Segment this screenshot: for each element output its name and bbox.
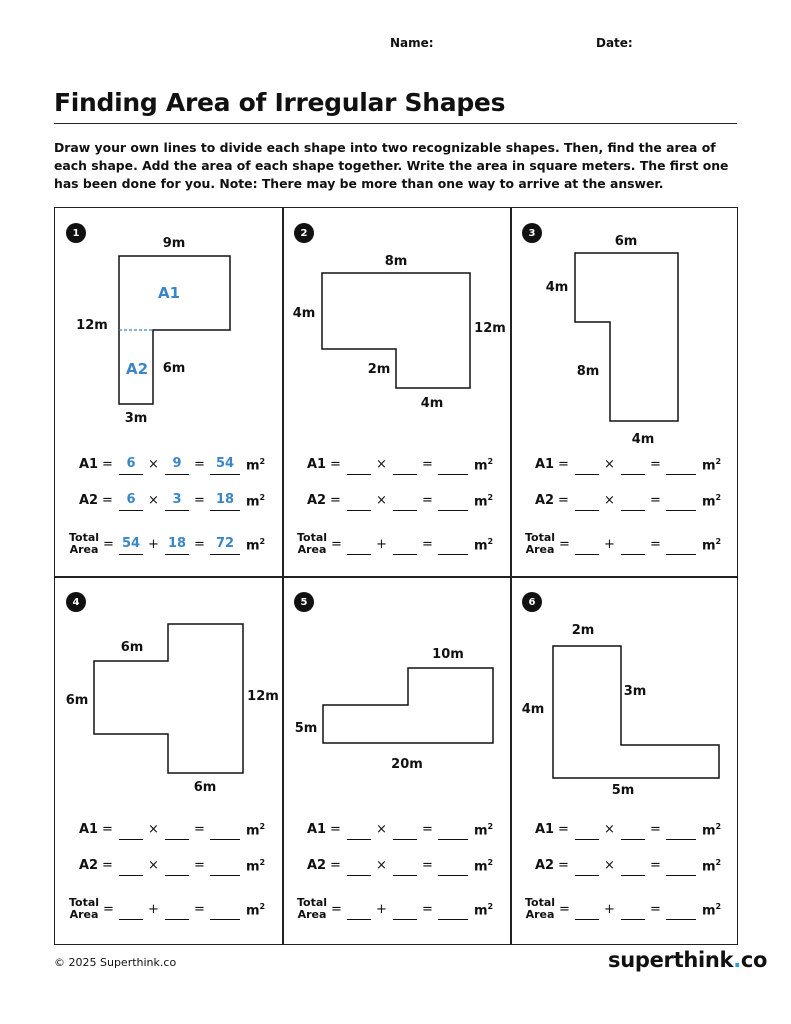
- answer-blank[interactable]: [119, 899, 143, 920]
- answer-blank[interactable]: [621, 899, 645, 920]
- shape-diagram: [511, 577, 739, 807]
- answer-blank[interactable]: [165, 819, 189, 840]
- svg-text:8m: 8m: [576, 364, 600, 379]
- total-area-label: Total Area: [69, 531, 100, 556]
- problem-5: [283, 577, 511, 946]
- svg-text:4m: 4m: [420, 396, 444, 411]
- answer-blank[interactable]: [438, 899, 468, 920]
- svg-text:6m: 6m: [193, 780, 217, 795]
- answer-blank[interactable]: [438, 534, 468, 555]
- equation-row-a1: A1 = × = $m^2$: [283, 454, 511, 480]
- svg-text:3m: 3m: [623, 684, 647, 699]
- answer-blank[interactable]: [393, 855, 417, 876]
- equation-row-a2: A2 = × = $m^2$: [55, 855, 283, 881]
- answer-blank[interactable]: [119, 855, 143, 876]
- problem-number-badge: 6: [522, 592, 542, 612]
- problem-number-badge: 2: [294, 223, 314, 243]
- answer-blank[interactable]: [666, 490, 696, 511]
- equation-row-a1: A1 = × = $m^2$: [283, 819, 511, 845]
- equation-row-a2: A2 = × = $m^2$: [511, 490, 739, 516]
- answer-blank[interactable]: [438, 855, 468, 876]
- answer-blank[interactable]: 9: [165, 454, 189, 475]
- equation-row-total: Total Area = + = $m^2$: [69, 896, 266, 921]
- svg-text:4m: 4m: [292, 306, 316, 321]
- problem-6: [511, 577, 739, 946]
- answer-blank[interactable]: [347, 490, 371, 511]
- answer-blank[interactable]: [438, 454, 468, 475]
- svg-text:4m: 4m: [631, 432, 655, 447]
- problem-number-badge: 5: [294, 592, 314, 612]
- date-label: Date:: [596, 36, 633, 50]
- svg-text:5m: 5m: [294, 721, 318, 736]
- problem-1: [55, 208, 283, 577]
- svg-text:6m: 6m: [65, 693, 89, 708]
- answer-blank[interactable]: [621, 534, 645, 555]
- shape-diagram: [55, 208, 283, 438]
- copyright: © 2025 Superthink.co: [54, 956, 177, 969]
- answer-blank[interactable]: 18: [210, 490, 240, 511]
- answer-blank[interactable]: [666, 899, 696, 920]
- answer-blank[interactable]: [393, 534, 417, 555]
- dimension-label: 6m: [162, 361, 186, 376]
- answer-blank[interactable]: [438, 819, 468, 840]
- shape-diagram: [55, 577, 283, 807]
- dimension-label: 12m: [76, 318, 108, 333]
- svg-text:20m: 20m: [391, 757, 423, 772]
- equation-row-total: Total Area = + = $m^2$: [297, 896, 494, 921]
- region-label-a2: A2: [125, 360, 149, 378]
- equation-row-total: Total Area = + = $m^2$: [297, 531, 494, 556]
- equation-row-total: Total Area = + = $m^2$: [525, 531, 722, 556]
- unit-label: $m^2$: [246, 493, 266, 510]
- page-title: Finding Area of Irregular Shapes: [54, 88, 506, 117]
- answer-blank[interactable]: [575, 454, 599, 475]
- svg-text:4m: 4m: [521, 702, 545, 717]
- problem-4: [55, 577, 283, 946]
- answer-blank[interactable]: [393, 490, 417, 511]
- equation-row-a1: A1 = × = $m^2$: [511, 454, 739, 480]
- answer-blank[interactable]: [621, 855, 645, 876]
- dimension-label: 3m: [124, 411, 148, 426]
- answer-blank[interactable]: 6: [119, 454, 143, 475]
- answer-blank[interactable]: [666, 819, 696, 840]
- answer-blank[interactable]: 6: [119, 490, 143, 511]
- answer-blank[interactable]: [666, 534, 696, 555]
- answer-blank[interactable]: [393, 454, 417, 475]
- svg-text:2m: 2m: [571, 623, 595, 638]
- answer-blank[interactable]: [347, 899, 371, 920]
- problem-number-badge: 1: [66, 223, 86, 243]
- svg-text:6m: 6m: [120, 640, 144, 655]
- unit-label: $m^2$: [246, 537, 266, 554]
- answer-blank[interactable]: [621, 454, 645, 475]
- name-label: Name:: [390, 36, 434, 50]
- shape-diagram: [283, 577, 511, 807]
- unit-label: $m^2$: [246, 457, 266, 474]
- answer-blank[interactable]: [347, 454, 371, 475]
- answer-blank[interactable]: [210, 819, 240, 840]
- answer-blank[interactable]: [666, 855, 696, 876]
- equation-row-a1: A1 = × = $m^2$: [55, 819, 283, 845]
- svg-text:12m: 12m: [474, 321, 506, 336]
- svg-text:2m: 2m: [367, 362, 391, 377]
- answer-blank[interactable]: [621, 490, 645, 511]
- answer-blank[interactable]: [210, 899, 240, 920]
- equation-row-a2: A2 = × = $m^2$: [283, 490, 511, 516]
- equation-row-a1: A1 = × = $m^2$: [511, 819, 739, 845]
- answer-blank[interactable]: 54: [119, 534, 143, 555]
- answer-blank[interactable]: 3: [165, 490, 189, 511]
- answer-blank[interactable]: [165, 855, 189, 876]
- answer-blank[interactable]: [575, 819, 599, 840]
- svg-text:10m: 10m: [432, 647, 464, 662]
- shape-diagram: [283, 208, 511, 438]
- answer-blank[interactable]: 54: [210, 454, 240, 475]
- region-label-a1: A1: [157, 284, 181, 302]
- answer-blank[interactable]: [575, 490, 599, 511]
- answer-blank[interactable]: [347, 855, 371, 876]
- equation-row-a2: A2 = × = $m^2$: [511, 855, 739, 881]
- answer-blank[interactable]: [438, 490, 468, 511]
- answer-blank[interactable]: [165, 899, 189, 920]
- answer-blank[interactable]: 72: [210, 534, 240, 555]
- answer-blank[interactable]: [347, 534, 371, 555]
- equation-row-a2: A2 = 6 × 3 = 18 $m^2$: [79, 492, 266, 510]
- answer-blank[interactable]: [347, 819, 371, 840]
- equation-row-a2: A2 = × = $m^2$: [283, 855, 511, 881]
- svg-text:4m: 4m: [545, 280, 569, 295]
- instructions: Draw your own lines to divide each shape into two recognizable shapes. Then, find the area of each shape. Add the area of each shape together. Write the area in square meters. The first one has been done for you. Note: There may be more than one way to arrive at the answer.: [54, 140, 729, 191]
- shape-diagram: [511, 208, 739, 447]
- problem-number-badge: 4: [66, 592, 86, 612]
- svg-text:12m: 12m: [247, 689, 279, 704]
- problem-number-badge: 3: [522, 223, 542, 243]
- answer-blank[interactable]: [210, 855, 240, 876]
- svg-text:6m: 6m: [614, 234, 638, 249]
- answer-blank[interactable]: [621, 819, 645, 840]
- title-divider: [54, 123, 737, 124]
- equation-row-a1: A1 = 6 × 9 = 54 $m^2$: [79, 456, 266, 474]
- svg-text:5m: 5m: [611, 783, 635, 798]
- answer-blank[interactable]: 18: [165, 534, 189, 555]
- problem-3: [511, 208, 739, 577]
- answer-blank[interactable]: [119, 819, 143, 840]
- equation-row-total: Total Area = 54 + 18 = 72 $m^2$: [69, 531, 266, 556]
- problem-2: [283, 208, 511, 577]
- dimension-label: 9m: [162, 236, 186, 251]
- answer-blank[interactable]: [666, 454, 696, 475]
- answer-blank[interactable]: [393, 819, 417, 840]
- brand-logo: superthink.co: [608, 948, 768, 972]
- answer-blank[interactable]: [575, 899, 599, 920]
- problem-grid: [54, 207, 738, 945]
- answer-blank[interactable]: [393, 899, 417, 920]
- answer-blank[interactable]: [575, 534, 599, 555]
- answer-blank[interactable]: [575, 855, 599, 876]
- svg-text:8m: 8m: [384, 254, 408, 269]
- equation-row-total: Total Area = + = $m^2$: [525, 896, 722, 921]
